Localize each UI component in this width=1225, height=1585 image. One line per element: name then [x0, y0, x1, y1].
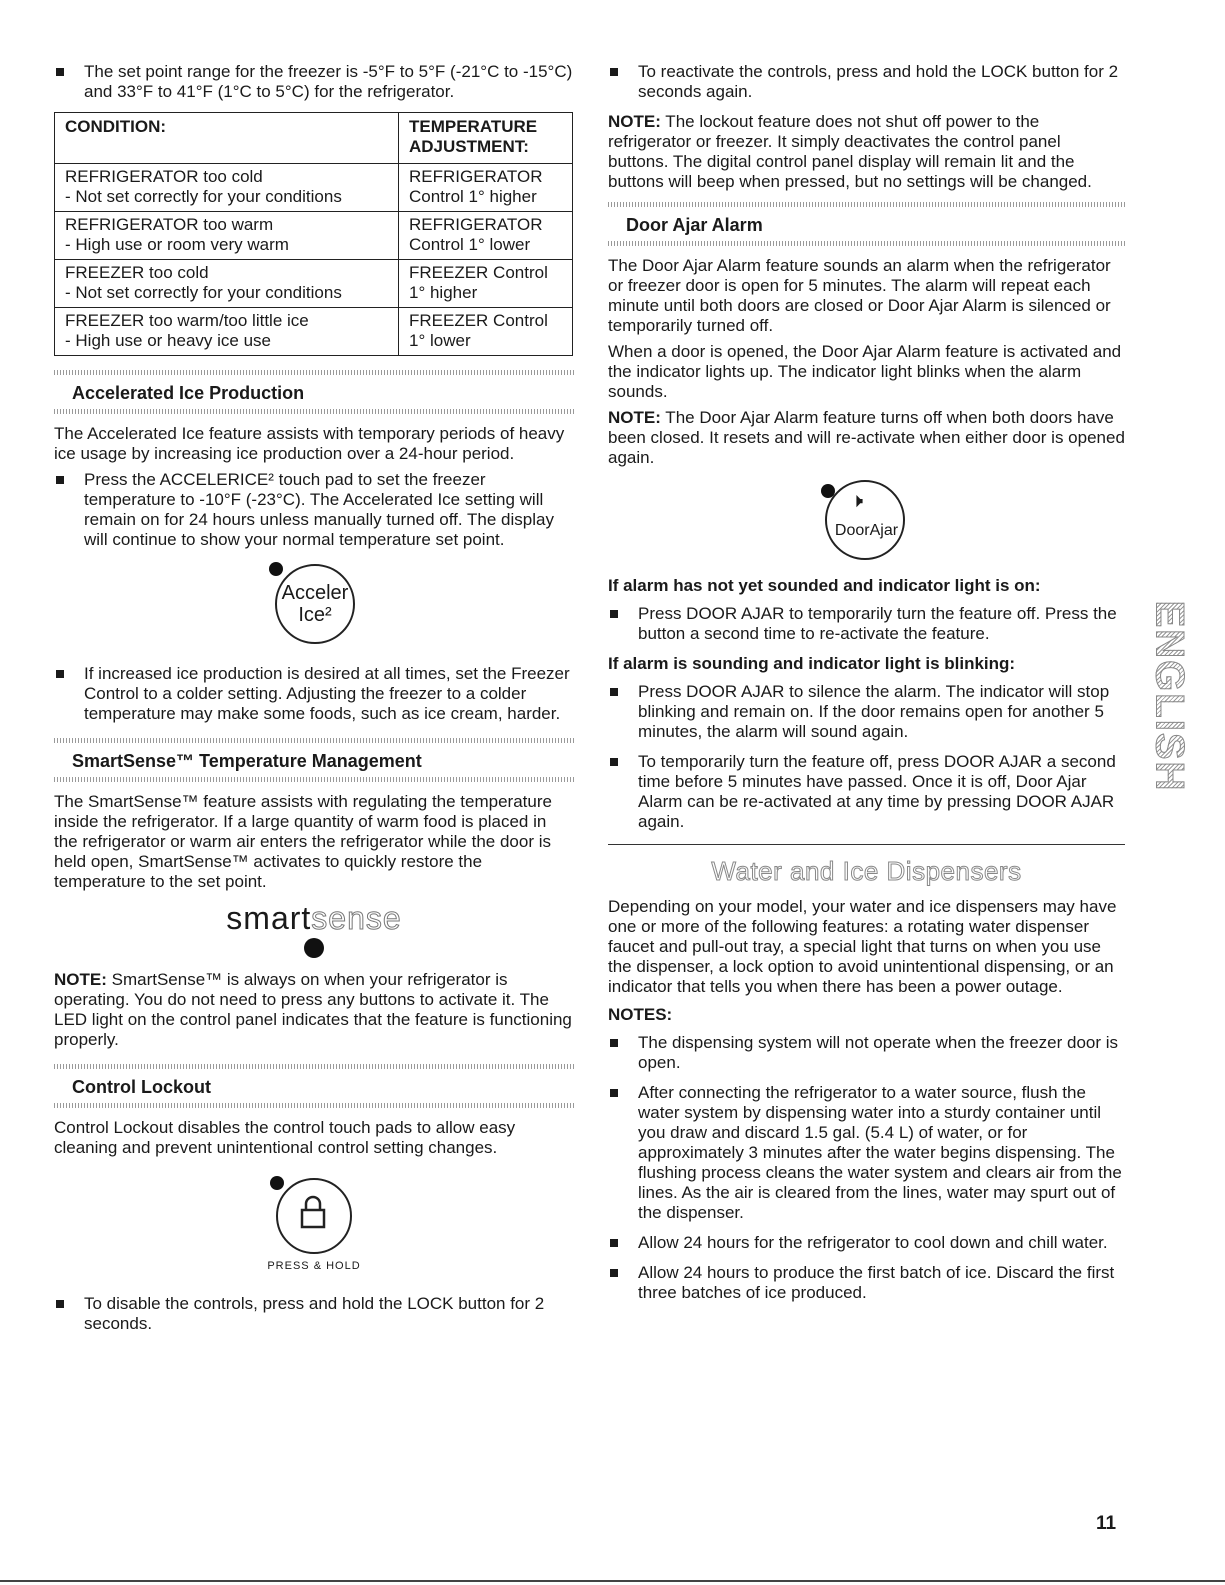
bullet-marker	[610, 1269, 618, 1277]
bullet-marker	[56, 476, 64, 484]
lockout-note: NOTE: The lockout feature does not shut off power to the refrigerator or freezer. It simply deactivates the control panel buttons. The digital control panel display will remain lit and the buttons will beep when pressed, but no settings will be changed.	[608, 112, 1092, 191]
table-cell-condition: REFRIGERATOR too cold - Not set correctly for your conditions	[55, 164, 399, 212]
indicator-dot	[270, 1176, 284, 1190]
table-row	[55, 308, 573, 356]
door-ajar-p1: The Door Ajar Alarm feature sounds an alarm when the refrigerator or freezer door is open for 5 minutes. The alarm will repeat each minute until both doors are closed or Door Ajar Alarm is silenced or temporarily turned off.	[608, 256, 1111, 335]
bullet-marker	[610, 758, 618, 766]
table-cell-adjustment: FREEZER Control 1° higher	[399, 260, 573, 308]
table-row	[55, 164, 573, 212]
left-column	[54, 62, 574, 1344]
accelerice-label: Acceler Ice²	[281, 582, 349, 626]
accel-bullet: If increased ice production is desired at all times, set the Freezer Control to a colder setting. Adjusting the freezer to a colder temperature may make some foods, such as ice cream, harder.	[54, 664, 574, 724]
door-ajar-label: DoorAjar	[834, 522, 899, 539]
page-number: 11	[1096, 1513, 1117, 1534]
notes-bullet: Allow 24 hours to produce the first batch of ice. Discard the first three batches of ice produced.	[608, 1263, 1125, 1303]
door-ajar-bullet: Press DOOR AJAR to silence the alarm. The indicator will stop blinking and remain on. If the door remains open for another 5 minutes, the alarm will sound again.	[608, 682, 1125, 742]
divider	[54, 738, 574, 743]
water-ice-title: Water and Ice Dispensers	[711, 856, 1022, 886]
bullet-marker	[56, 68, 64, 76]
section-title: Accelerated Ice Production	[72, 383, 305, 403]
divider	[54, 409, 574, 414]
table-cell-adjustment: FREEZER Control 1° lower	[399, 308, 573, 356]
table-cell-condition: REFRIGERATOR too warm - High use or room very warm	[55, 212, 399, 260]
table-row	[55, 260, 573, 308]
table-header-adjustment: TEMPERATURE ADJUSTMENT:	[399, 113, 573, 164]
door-ajar-p2: When a door is opened, the Door Ajar Alarm feature is activated and the indicator lights up. The indicator light blinks when the alarm sounds.	[608, 342, 1122, 401]
door-ajar-icon	[817, 476, 917, 566]
lockout-bullet: To disable the controls, press and hold the LOCK button for 2 seconds.	[54, 1294, 574, 1334]
bullet-marker	[56, 670, 64, 678]
notes-bullet: The dispensing system will not operate when the freezer door is open.	[608, 1033, 1125, 1073]
smartsense-note: NOTE: SmartSense™ is always on when your refrigerator is operating. You do not need to press any buttons to activate it. The LED light on the control panel indicates that the feature is functioning properly.	[54, 970, 572, 1049]
smartsense-logo: smartsense	[226, 900, 402, 936]
water-ice-intro: Depending on your model, your water and ice dispensers may have one or more of the following features: a rotating water dispenser faucet and pull-out tray, a special light that turns on when you use the dispenser, a lock option to avoid unintentional dispensing, or an indicator that tells you when there has been a power outage.	[608, 897, 1117, 996]
accelerice-icon	[269, 560, 359, 648]
door-ajar-bullet: Press DOOR AJAR to temporarily turn the feature off. Press the button a second time to re-activate the feature.	[608, 604, 1125, 644]
table-cell-adjustment: REFRIGERATOR Control 1° higher	[399, 164, 573, 212]
table-cell-condition: FREEZER too warm/too little ice - High use or heavy ice use	[55, 308, 399, 356]
divider	[54, 1064, 574, 1069]
accel-bullet: Press the ACCELERICE² touch pad to set the freezer temperature to -10°F (-23°C). The Accelerated Ice setting will remain on for 24 hours unless manually turned off. The display will continue to show your normal temperature set point.	[54, 470, 574, 550]
press-hold-caption: PRESS & HOLD	[267, 1260, 361, 1272]
bullet-marker	[610, 1089, 618, 1097]
section-rule	[608, 844, 1125, 845]
indicator-dot	[269, 562, 283, 576]
range-bullet: The set point range for the freezer is -5°F to 5°F (-21°C to -15°C) and 33°F to 41°F (1°C to 5°C) for the refrigerator.	[54, 62, 574, 102]
door-ajar-section-header	[608, 202, 1125, 246]
door-ajar-note: NOTE: The Door Ajar Alarm feature turns off when both doors have been closed. It resets and will re-activate when either door is opened again.	[608, 408, 1125, 467]
alarm-sounding-heading: If alarm is sounding and indicator light is blinking:	[608, 654, 1016, 673]
lockout-intro: Control Lockout disables the control touch pads to allow easy cleaning and prevent unintentional control setting changes.	[54, 1118, 516, 1157]
accel-intro: The Accelerated Ice feature assists with temporary periods of heavy ice usage by increasing ice production over a 24-hour period.	[54, 424, 565, 463]
section-title: SmartSense™ Temperature Management	[72, 751, 422, 771]
notes-bullet: Allow 24 hours for the refrigerator to cool down and chill water.	[608, 1233, 1125, 1253]
divider	[54, 370, 574, 375]
right-column	[608, 62, 1125, 1313]
divider	[608, 241, 1125, 246]
bullet-marker	[610, 1039, 618, 1047]
padlock-icon	[298, 1194, 328, 1230]
smartsense-intro: The SmartSense™ feature assists with regulating the temperature inside the refrigerator. If a large quantity of warm food is placed in the refrigerator or warm air enters the refrigerator while the door is held open, SmartSense™ activates to quickly restore the temperature to the set point.	[54, 792, 552, 891]
smartsense-section-header	[54, 738, 574, 782]
table-cell-adjustment: REFRIGERATOR Control 1° lower	[399, 212, 573, 260]
temperature-adjustment-table	[54, 112, 573, 356]
bullet-marker	[56, 1300, 64, 1308]
table-header-condition: CONDITION:	[55, 113, 399, 164]
divider	[54, 1103, 574, 1108]
bullet-marker	[610, 68, 618, 76]
table-row	[55, 212, 573, 260]
accel-ice-section-header	[54, 370, 574, 414]
speaker-icon: 🕨	[850, 490, 864, 512]
indicator-dot	[304, 938, 324, 958]
bullet-marker	[610, 1239, 618, 1247]
table-header-row	[55, 113, 573, 164]
bullet-marker	[610, 610, 618, 618]
section-title: Door Ajar Alarm	[626, 215, 763, 235]
reactivate-bullet: To reactivate the controls, press and hold the LOCK button for 2 seconds again.	[608, 62, 1125, 102]
notes-label: NOTES:	[608, 1005, 673, 1024]
divider	[54, 777, 574, 782]
divider	[608, 202, 1125, 207]
door-ajar-bullet: To temporarily turn the feature off, press DOOR AJAR a second time before 5 minutes have passed. Once it is off, Door Ajar Alarm can be re-activated at any time by pressing DOOR AJAR again.	[608, 752, 1125, 832]
table-cell-condition: FREEZER too cold - Not set correctly for your conditions	[55, 260, 399, 308]
door-ajar-ring	[825, 480, 905, 560]
lock-icon	[264, 1174, 364, 1284]
page-bottom-rule	[0, 1580, 1225, 1582]
alarm-not-sounded-heading: If alarm has not yet sounded and indicator light is on:	[608, 576, 1041, 595]
notes-bullet: After connecting the refrigerator to a water source, flush the water system by dispensing water into a sturdy container until you draw and discard 1.5 gal. (5.4 L) of water, or for approximately 3 minutes after the water begins dispensing. The flushing process cleans the water system and clears air from the lines. As the air is cleared from the lines, water may spurt out of the dispenser.	[608, 1083, 1125, 1223]
bullet-marker	[610, 688, 618, 696]
lockout-section-header	[54, 1064, 574, 1108]
language-side-tab: ENGLISH	[1147, 600, 1192, 792]
section-title: Control Lockout	[72, 1077, 211, 1097]
